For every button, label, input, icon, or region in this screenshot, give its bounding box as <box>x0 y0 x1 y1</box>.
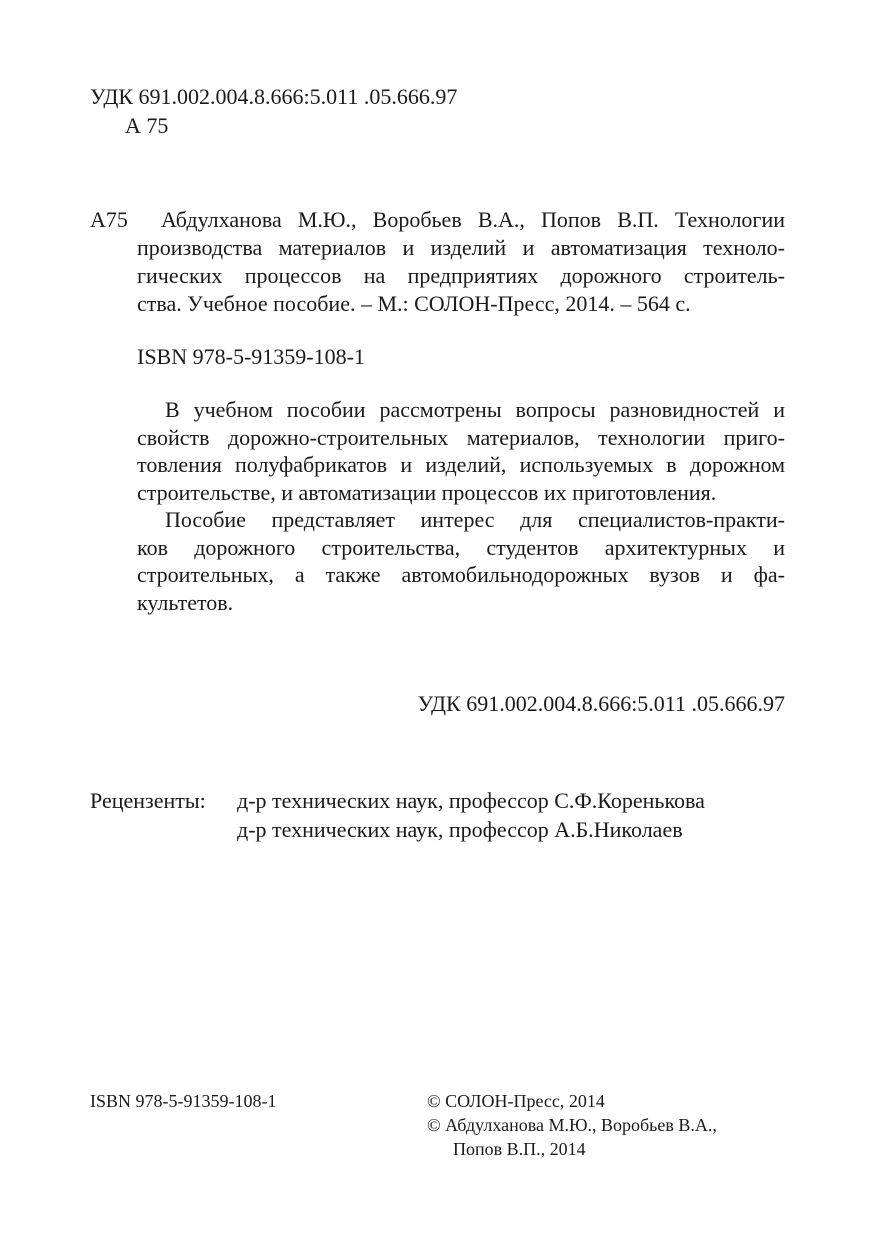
copyright-line: © СОЛОН-Пресс, 2014 <box>427 1091 605 1111</box>
abstract-line: ков дорожного строительства, студентов архитектурных и <box>137 534 785 560</box>
abstract-line: строительных, а также автомобильнодорожных вузов и фа- <box>137 562 785 587</box>
bibliography-line: производства материалов и изделий и автоматизация техноло- <box>137 235 785 260</box>
isbn-footer: ISBN 978-5-91359-108-1 <box>90 1091 277 1111</box>
abstract-line: Пособие представляет интерес для специалистов-практи- <box>165 507 785 532</box>
copyright-line: © Абдулханова М.Ю., Воробьев В.А., <box>427 1115 717 1135</box>
isbn-main: ISBN 978-5-91359-108-1 <box>137 344 365 369</box>
library-index-top: А 75 <box>125 113 169 138</box>
udk-code-bottom: УДК 691.002.004.8.666:5.011 .05.666.97 <box>417 691 785 716</box>
abstract-line: товления полуфабрикатов и изделий, используемых в дорожном <box>137 452 785 477</box>
reviewer-item: д-р технических наук, профессор С.Ф.Коренькова <box>237 788 705 813</box>
reviewers-label: Рецензенты: <box>90 788 206 813</box>
reviewer-item: д-р технических наук, профессор А.Б.Николаев <box>237 817 683 842</box>
udk-code-top: УДК 691.002.004.8.666:5.011 .05.666.97 <box>90 84 458 109</box>
bibliography-line: Абдулханова М.Ю., Воробьев В.А., Попов В.П. Технологии <box>161 207 785 232</box>
abstract-line: строительстве, и автоматизации процессов их приготовления. <box>137 479 717 505</box>
bibliography-line: гических процессов на предприятиях дорожного строитель- <box>137 263 785 288</box>
abstract-line: В учебном пособии рассмотрены вопросы разновидностей и <box>165 397 785 422</box>
abstract-line: свойств дорожно-строительных материалов, технологии приго- <box>137 424 785 450</box>
copyright-line: Попов В.П., 2014 <box>453 1139 586 1159</box>
bibliography-line: ства. Учебное пособие. – М.: СОЛОН-Пресс, 2014. – 564 с. <box>137 291 691 316</box>
abstract-line: культетов. <box>137 589 234 615</box>
bibliography-index: А75 <box>90 207 128 232</box>
abstract <box>137 396 785 616</box>
bibliographic-description <box>137 206 785 318</box>
